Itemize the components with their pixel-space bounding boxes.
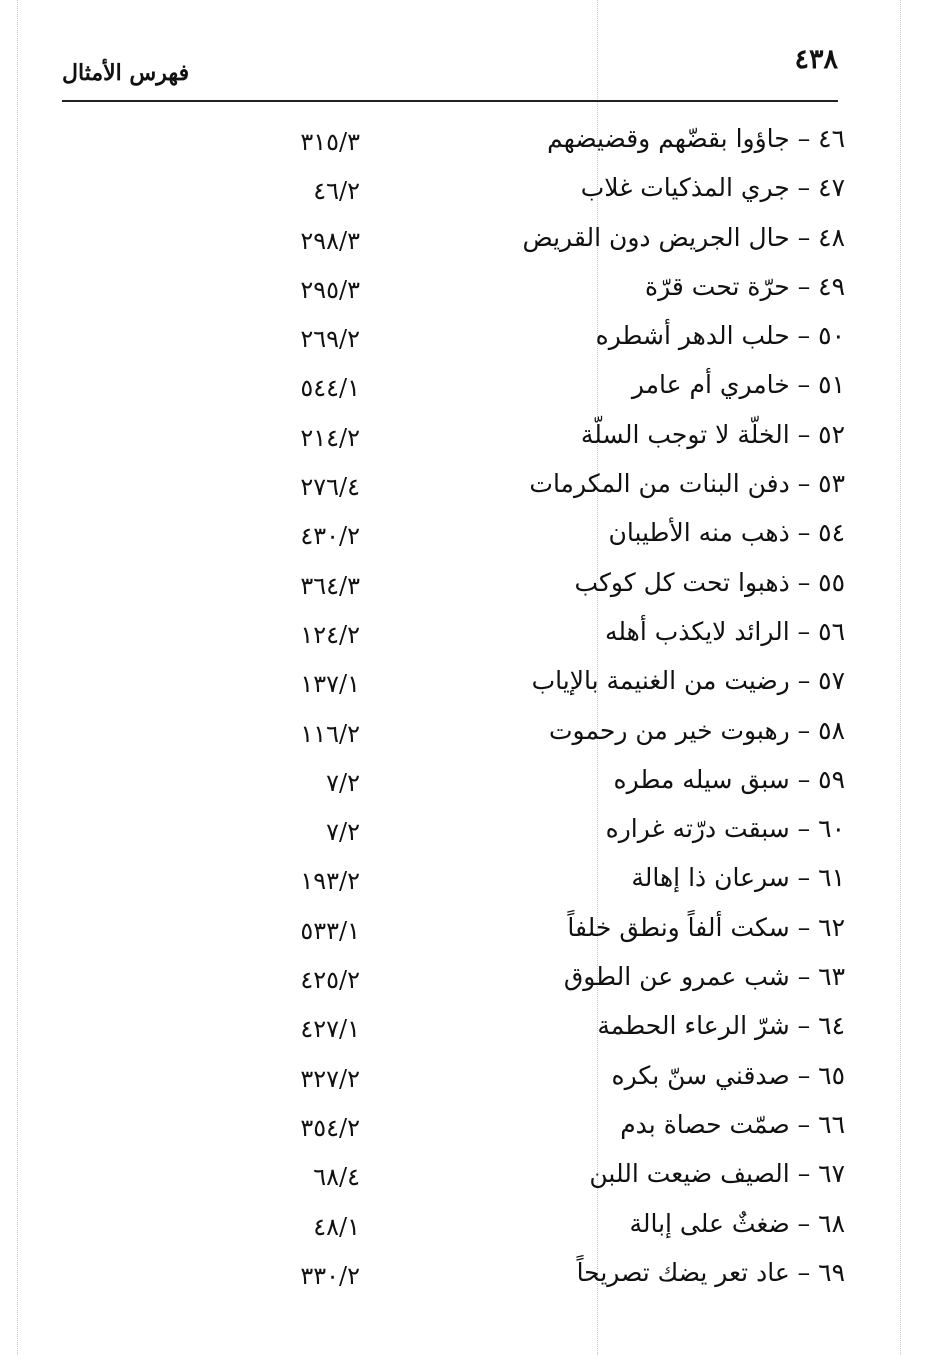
proverb-text: ٥٣ – دفن البنات من المكرمات: [529, 469, 845, 499]
volume-page-reference: ١١٦/٢: [300, 719, 360, 748]
volume-page-reference: ١٣٧/١: [300, 670, 360, 699]
proverb-text: ٥٠ – حلب الدهر أشطره: [595, 321, 845, 351]
index-entry: [0, 808, 933, 857]
index-entry: [0, 1203, 933, 1252]
index-entry: [0, 463, 933, 512]
proverb-text: ٤٩ – حرّة تحت قرّة: [645, 271, 845, 301]
volume-page-reference: ٢١٤/٢: [300, 423, 360, 452]
volume-page-reference: ٢٦٩/٢: [300, 325, 360, 354]
proverb-text: ٥٦ – الرائد لايكذب أهله: [604, 616, 845, 646]
index-entry: [0, 1005, 933, 1054]
proverb-text: ٥٥ – ذهبوا تحت كل كوكب: [574, 567, 845, 597]
running-title: فهرس الأمثال: [62, 60, 190, 86]
proverb-text: ٦٧ – الصيف ضيعت اللبن: [589, 1159, 845, 1189]
index-entry: [0, 660, 933, 709]
index-entry: [0, 266, 933, 315]
index-entry: [0, 217, 933, 266]
index-entry: [0, 364, 933, 413]
index-entry: [0, 167, 933, 216]
proverb-text: ٦٣ – شب عمرو عن الطوق: [563, 962, 845, 992]
volume-page-reference: ٤٢٧/١: [300, 1015, 360, 1044]
index-entry: [0, 315, 933, 364]
volume-page-reference: ٤٨/١: [313, 1212, 360, 1241]
index-entry: [0, 118, 933, 167]
index-entry: [0, 414, 933, 463]
volume-page-reference: ٣٦٤/٣: [300, 571, 360, 600]
proverb-text: ٤٧ – جري المذكيات غلاب: [580, 173, 845, 203]
volume-page-reference: ٥٣٣/١: [300, 916, 360, 945]
proverb-text: ٦٠ – سبقت درّته غراره: [605, 814, 845, 844]
volume-page-reference: ١٩٣/٢: [300, 867, 360, 896]
proverb-text: ٦٩ – عاد تعر يضك تصريحاً: [576, 1257, 845, 1287]
volume-page-reference: ٣١٥/٣: [300, 128, 360, 156]
volume-page-reference: ٤٦/٢: [313, 177, 360, 206]
index-entry: [0, 1055, 933, 1104]
volume-page-reference: ١٢٤/٢: [300, 620, 360, 649]
proverb-text: ٥٨ – رهبوت خير من رحموت: [549, 715, 845, 745]
volume-page-reference: ٧/٢: [326, 768, 360, 797]
volume-page-reference: ٦٨/٤: [313, 1163, 360, 1192]
index-entry: [0, 611, 933, 660]
index-entry: [0, 1153, 933, 1202]
proverb-text: ٥٩ – سبق سيله مطره: [613, 764, 845, 794]
index-entry: [0, 1104, 933, 1153]
volume-page-reference: ٣٢٧/٢: [300, 1064, 360, 1093]
proverb-index-list: [0, 118, 933, 1301]
volume-page-reference: ٤٢٥/٢: [300, 966, 360, 995]
page-number: ٤٣٨: [794, 44, 838, 75]
index-entry: [0, 1252, 933, 1301]
volume-page-reference: ٥٤٤/١: [300, 374, 360, 403]
proverb-text: ٦٦ – صمّت حصاة بدم: [620, 1109, 845, 1139]
volume-page-reference: ٣٣٠/٢: [300, 1261, 360, 1290]
page-header: [62, 40, 838, 102]
proverb-text: ٤٦ – جاؤوا بقضّهم وقضيضهم: [547, 124, 845, 153]
proverb-text: ٦٢ – سكت ألفاً ونطق خلفاً: [567, 912, 845, 942]
index-entry: [0, 956, 933, 1005]
proverb-text: ٤٨ – حال الجريض دون القريض: [522, 222, 845, 252]
proverb-text: ٦١ – سرعان ذا إهالة: [631, 863, 845, 893]
proverb-text: ٥٢ – الخلّة لا توجب السلّة: [580, 419, 845, 449]
index-entry: [0, 710, 933, 759]
volume-page-reference: ٧/٢: [326, 818, 360, 847]
volume-page-reference: ٢٩٨/٣: [300, 226, 360, 255]
proverb-text: ٥٤ – ذهب منه الأطيبان: [608, 518, 845, 548]
proverb-text: ٦٥ – صدقني سنّ بكره: [611, 1060, 845, 1090]
index-entry: [0, 562, 933, 611]
proverb-text: ٥١ – خامري أم عامر: [631, 370, 845, 400]
proverb-text: ٦٤ – شرّ الرعاء الحطمة: [597, 1011, 845, 1041]
volume-page-reference: ٢٧٦/٤: [300, 473, 360, 502]
index-entry: [0, 759, 933, 808]
proverb-text: ٥٧ – رضيت من الغنيمة بالإياب: [531, 666, 845, 696]
volume-page-reference: ٣٥٤/٢: [300, 1113, 360, 1142]
index-entry: [0, 512, 933, 561]
index-entry: [0, 857, 933, 906]
proverb-text: ٦٨ – ضغثٌ على إبالة: [629, 1208, 845, 1238]
volume-page-reference: ٢٩٥/٣: [300, 275, 360, 304]
index-entry: [0, 907, 933, 956]
volume-page-reference: ٤٣٠/٢: [300, 522, 360, 551]
